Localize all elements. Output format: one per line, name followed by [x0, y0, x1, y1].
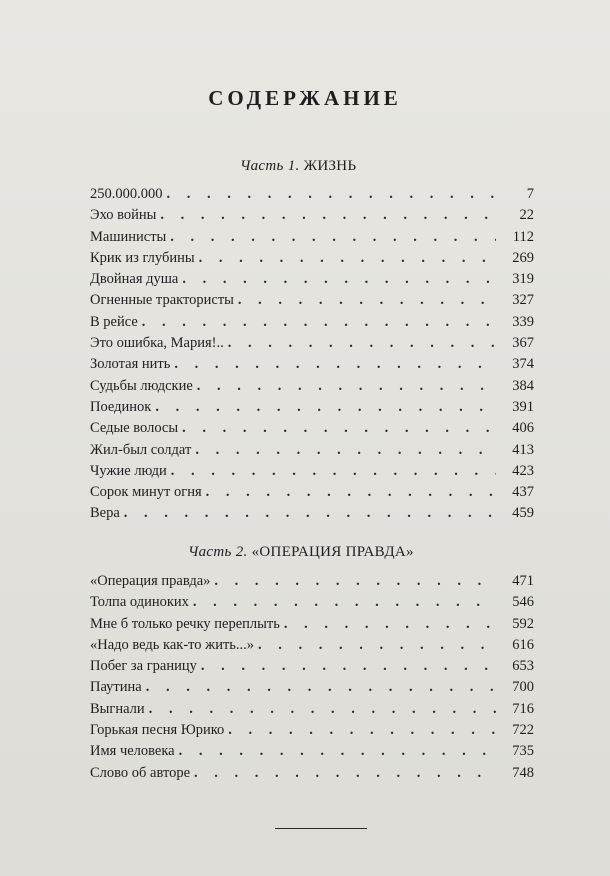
toc-entry	[90, 184, 534, 205]
toc-entry	[90, 656, 534, 677]
toc-entry-page: 616	[512, 636, 534, 653]
toc-entry-page: 748	[512, 764, 534, 781]
toc-entry	[90, 503, 534, 524]
toc-entry-page: 22	[519, 207, 534, 224]
toc-entry-title: 250.000.000	[90, 186, 163, 202]
toc-entry	[90, 397, 534, 418]
toc-entry	[90, 763, 534, 784]
dot-leader	[206, 482, 496, 503]
toc-entry-page: 269	[512, 249, 534, 266]
toc-entry-page: 592	[512, 615, 534, 632]
toc-entry-page: 437	[512, 484, 534, 501]
toc-entry	[90, 720, 534, 741]
toc-entry	[90, 677, 534, 698]
toc-entry-title: Судьбы людские	[90, 377, 193, 394]
dot-leader	[124, 503, 496, 524]
dot-leader	[142, 312, 496, 333]
toc-entry-title: Выгнали	[90, 700, 145, 717]
part-1-heading	[240, 158, 356, 175]
toc-entry	[90, 333, 534, 354]
toc-entry-title: Золотая нить	[90, 356, 171, 373]
toc-entry-page: 413	[512, 441, 534, 458]
dot-leader	[195, 440, 496, 461]
toc-entry-page: 367	[512, 335, 534, 352]
toc-entry-title: «Операция правда»	[90, 573, 211, 589]
part-1-name: ЖИЗНЬ	[303, 158, 357, 174]
dot-leader	[182, 418, 496, 439]
toc-entry	[90, 741, 534, 762]
dot-leader	[193, 592, 496, 613]
toc-entry	[90, 418, 534, 439]
toc-entry	[90, 312, 534, 333]
toc-entry	[90, 635, 534, 656]
part-2-heading	[188, 544, 414, 561]
toc-entry	[90, 592, 534, 613]
dot-leader	[167, 184, 497, 205]
toc-entry-page: 459	[512, 505, 534, 522]
toc-entry-page: 339	[512, 313, 534, 330]
toc-entry	[90, 461, 534, 482]
dot-leader	[238, 290, 496, 311]
toc-entry-title: Седые волосы	[90, 420, 179, 437]
dot-leader	[199, 248, 496, 269]
toc-entry-page: 406	[512, 420, 534, 437]
toc-entry-page: 391	[512, 398, 534, 415]
toc-entry	[90, 269, 534, 290]
toc-entry-page: 471	[512, 573, 534, 589]
toc-entry-title: Имя человека	[90, 743, 175, 760]
dot-leader	[171, 461, 496, 482]
toc-entry-page: 546	[512, 594, 534, 611]
toc-entry-title: Жил-был солдат	[90, 441, 192, 458]
dot-leader	[197, 376, 496, 397]
part-2-toc	[90, 571, 534, 784]
dot-leader	[179, 741, 496, 762]
part-2-name: «ОПЕРАЦИЯ ПРАВДА»	[251, 544, 414, 560]
toc-entry	[90, 354, 534, 375]
dot-leader	[228, 333, 496, 354]
dot-leader	[214, 571, 496, 592]
toc-entry-page: 112	[512, 228, 534, 245]
toc-entry-page: 722	[512, 722, 534, 739]
toc-entry-page: 7	[526, 186, 534, 202]
toc-entry	[90, 205, 534, 226]
toc-entry	[90, 248, 534, 269]
toc-entry-page: 319	[512, 271, 534, 288]
toc-entry-title: Двойная душа	[90, 271, 179, 288]
toc-entry-page: 653	[512, 658, 534, 675]
dot-leader	[194, 763, 496, 784]
toc-entry-title: Мне б только речку переплыть	[90, 615, 280, 632]
dot-leader	[258, 635, 496, 656]
part-1-toc	[90, 184, 534, 525]
toc-entry-page: 384	[512, 377, 534, 394]
toc-entry-title: Эхо войны	[90, 207, 157, 224]
toc-entry-page: 700	[512, 679, 534, 696]
toc-entry-title: Толпа одиноких	[90, 594, 189, 611]
toc-entry-page: 327	[512, 292, 534, 309]
part-2-prefix: Часть 2.	[188, 544, 248, 560]
toc-entry-title: Это ошибка, Мария!..	[90, 335, 224, 352]
dot-leader	[160, 205, 496, 226]
toc-entry	[90, 571, 534, 592]
dot-leader	[146, 677, 496, 698]
dot-leader	[170, 227, 496, 248]
toc-entry-page: 735	[512, 743, 534, 760]
toc-entry	[90, 699, 534, 720]
toc-entry-title: Машинисты	[90, 228, 167, 245]
dot-leader	[284, 614, 496, 635]
toc-entry	[90, 376, 534, 397]
toc-entry-title: Крик из глубины	[90, 249, 195, 266]
dot-leader	[174, 354, 496, 375]
toc-entry-title: Побег за границу	[90, 658, 197, 675]
toc-entry-title: «Надо ведь как-то жить...»	[90, 636, 255, 653]
toc-entry	[90, 482, 534, 503]
toc-entry	[90, 227, 534, 248]
part-1-prefix: Часть 1.	[240, 158, 300, 174]
toc-entry	[90, 290, 534, 311]
toc-entry-title: Поединок	[90, 398, 152, 415]
toc-entry-title: Горькая песня Юрико	[90, 722, 225, 739]
toc-entry-title: Сорок минут огня	[90, 484, 202, 501]
dot-leader	[155, 397, 496, 418]
page-title: СОДЕРЖАНИЕ	[208, 86, 402, 110]
toc-entry-title: Чужие люди	[90, 462, 167, 479]
toc-entry-page: 423	[512, 462, 534, 479]
footer-rule	[275, 828, 367, 829]
toc-entry-page: 716	[512, 700, 534, 717]
toc-entry	[90, 440, 534, 461]
toc-entry-title: Вера	[90, 505, 120, 522]
toc-entry-title: Паутина	[90, 679, 142, 696]
dot-leader	[182, 269, 496, 290]
dot-leader	[149, 699, 496, 720]
toc-entry-title: Огненные трактористы	[90, 292, 234, 309]
toc-entry	[90, 614, 534, 635]
toc-entry-page: 374	[512, 356, 534, 373]
toc-entry-title: В рейсе	[90, 313, 138, 330]
dot-leader	[201, 656, 496, 677]
toc-entry-title: Слово об авторе	[90, 764, 191, 781]
dot-leader	[228, 720, 496, 741]
